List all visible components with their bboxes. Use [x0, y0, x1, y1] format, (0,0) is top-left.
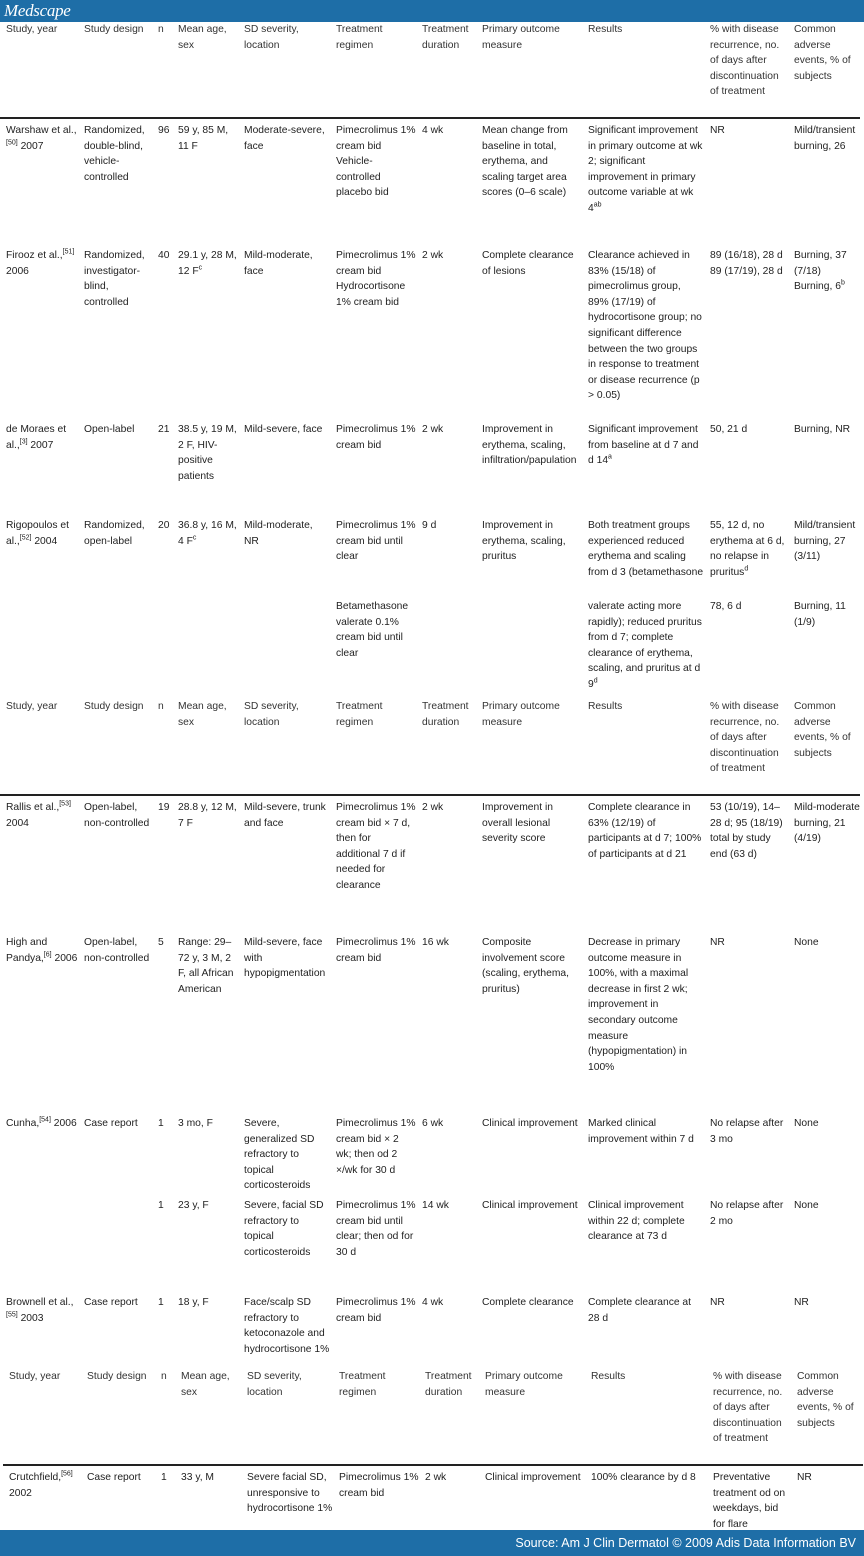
- adverse-events: NR: [794, 1297, 809, 1308]
- primary-outcome: Clinical improvement: [482, 1200, 578, 1211]
- study-name: de Moraes et al.,: [6, 424, 67, 451]
- severity-location: Mild-moderate, face: [244, 250, 313, 277]
- header-adverse: Common adverse events, % of subjects: [794, 24, 851, 82]
- header-adverse: Common adverse events, % of subjects: [794, 701, 851, 759]
- study-year: 2002: [9, 1487, 32, 1499]
- severity-location: Moderate-severe, face: [244, 125, 325, 152]
- sample-size: 20: [158, 520, 170, 531]
- footnote-mark: d: [744, 565, 749, 573]
- sample-size: 96: [158, 125, 170, 136]
- sample-size: 19: [158, 802, 170, 813]
- treatment-regimen: Betamethasone valerate 0.1% cream bid until clear: [336, 601, 409, 659]
- adverse-events: None: [794, 1118, 819, 1129]
- treatment-duration: 6 wk: [422, 1118, 444, 1129]
- table-segment-2: [0, 699, 864, 1365]
- header-n: n: [161, 1371, 167, 1382]
- header-study: Study, year: [9, 1371, 61, 1382]
- footnote-mark: c: [192, 534, 197, 542]
- reference-mark: [3]: [19, 438, 28, 446]
- primary-outcome: Improvement in overall lesional severity score: [482, 802, 553, 845]
- treatment-regimen: Pimecrolimus 1% cream bid until clear: [336, 520, 416, 563]
- table-row: [0, 795, 860, 935]
- footnote-mark: a: [608, 453, 612, 461]
- study-name: Cunha,: [6, 1118, 40, 1129]
- table-row: [0, 1295, 860, 1365]
- study-design: Open-label: [84, 424, 135, 435]
- header-n: n: [158, 24, 164, 35]
- study-year: 2006: [53, 1118, 77, 1129]
- table-header-row: [0, 22, 860, 118]
- table-row: [3, 1465, 863, 1532]
- primary-outcome: Composite involvement score (scaling, erythema, pruritus): [482, 937, 569, 995]
- results: Decrease in primary outcome measure in 100%, with a maximal decrease in first 2 wk; improvement in secondary outcome measure (hypopigmentation) in 100%: [588, 937, 689, 1073]
- header-results: Results: [588, 24, 623, 35]
- study-name: High and Pandya,: [6, 937, 48, 964]
- treatment-regimen: Pimecrolimus 1% cream bid: [339, 1472, 419, 1499]
- sample-size: 1: [158, 1297, 164, 1308]
- footnote-mark: c: [198, 264, 203, 272]
- study-year: 2004: [34, 535, 58, 547]
- study-name: Warshaw et al.,: [6, 125, 77, 136]
- treatment-regimen: Pimecrolimus 1% cream bid Vehicle-controlled placebo bid: [336, 125, 416, 199]
- header-duration: Treatment duration: [425, 1371, 472, 1398]
- table-row: [0, 518, 860, 599]
- severity-location: Face/scalp SD refractory to ketoconazole and hydrocortisone 1%: [244, 1297, 330, 1355]
- age-sex: 29.1 y, 28 M, 12 F: [178, 250, 237, 277]
- recurrence: 53 (10/19), 14–28 d; 95 (18/19) total by study end (63 d): [710, 802, 783, 860]
- header-recurrence: % with disease recurrence, no. of days after discontinuation of treatment: [713, 1371, 783, 1445]
- treatment-duration: 2 wk: [425, 1472, 447, 1483]
- primary-outcome: Complete clearance of lesions: [482, 250, 574, 277]
- severity-location: Mild-severe, face: [244, 424, 323, 435]
- recurrence: NR: [710, 1297, 725, 1308]
- age-sex: 28.8 y, 12 M, 7 F: [178, 802, 237, 829]
- study-year: 2007: [30, 439, 54, 451]
- reference-mark: [6]: [43, 951, 52, 959]
- results: Clinical improvement within 22 d; complete clearance at 73 d: [588, 1200, 685, 1243]
- primary-outcome: Mean change from baseline in total, erythema, and scaling target area scores (0–6 scale): [482, 125, 568, 199]
- table-row: [0, 422, 860, 518]
- adverse-events: Burning, 37 (7/18) Burning, 6: [794, 250, 847, 293]
- study-table-part-2: [0, 699, 860, 1365]
- study-design: Randomized, investigator-blind, controlled: [84, 250, 145, 308]
- sample-size: 5: [158, 937, 164, 948]
- reference-mark: [53]: [59, 800, 71, 808]
- sample-size: 21: [158, 424, 170, 435]
- recurrence: NR: [710, 937, 725, 948]
- header-n: n: [158, 701, 164, 712]
- bottom-banner: [0, 1530, 864, 1556]
- primary-outcome: Clinical improvement: [485, 1472, 581, 1483]
- treatment-duration: 4 wk: [422, 1297, 444, 1308]
- study-year: 2003: [20, 1312, 44, 1324]
- table-header-row: [3, 1369, 863, 1465]
- results: 100% clearance by d 8: [591, 1472, 696, 1483]
- top-banner: [0, 0, 864, 22]
- adverse-events: Burning, NR: [794, 424, 851, 435]
- header-age: Mean age, sex: [181, 1371, 230, 1398]
- study-table-part-1: [0, 22, 860, 697]
- recurrence: No relapse after 3 mo: [710, 1118, 784, 1145]
- severity-location: Severe facial SD, unresponsive to hydrocortisone 1%: [247, 1472, 333, 1515]
- recurrence: 78, 6 d: [710, 601, 742, 612]
- study-design: Randomized, open-label: [84, 520, 145, 547]
- age-sex: Range: 29–72 y, 3 M, 2 F, all African American: [178, 937, 234, 995]
- study-design: Open-label, non-controlled: [84, 802, 150, 829]
- medscape-logo: Medscape: [4, 1, 71, 20]
- severity-location: Severe, facial SD refractory to topical corticosteroids: [244, 1200, 324, 1258]
- age-sex: 33 y, M: [181, 1472, 214, 1483]
- study-design: Case report: [84, 1118, 138, 1129]
- study-name: Firooz et al.,: [6, 250, 63, 261]
- table-row: [0, 248, 860, 422]
- header-results: Results: [588, 701, 623, 712]
- table-segment-1: [0, 22, 864, 697]
- treatment-regimen: Pimecrolimus 1% cream bid: [336, 1297, 416, 1324]
- footnote-mark: b: [597, 201, 602, 209]
- table-row: [0, 118, 860, 248]
- primary-outcome: Improvement in erythema, scaling, infiltration/papulation: [482, 424, 577, 467]
- study-name: Rigopoulos et al.,: [6, 520, 69, 547]
- treatment-duration: 16 wk: [422, 937, 449, 948]
- adverse-events: Mild/transient burning, 26: [794, 125, 856, 152]
- header-outcome: Primary outcome measure: [485, 1371, 563, 1398]
- footnote-mark: a: [593, 201, 598, 209]
- header-design: Study design: [87, 1371, 147, 1382]
- treatment-regimen: Pimecrolimus 1% cream bid Hydrocortisone 1% cream bid: [336, 250, 416, 308]
- adverse-events: None: [794, 1200, 819, 1211]
- treatment-regimen: Pimecrolimus 1% cream bid × 2 wk; then od 2 ×/wk for 30 d: [336, 1118, 416, 1176]
- study-name: Brownell et al.,: [6, 1297, 74, 1308]
- adverse-events: NR: [797, 1472, 812, 1483]
- adverse-events: None: [794, 937, 819, 948]
- results: Both treatment groups experienced reduced erythema and scaling from d 3 (betamethasone: [588, 520, 704, 578]
- header-regimen: Treatment regimen: [336, 701, 383, 728]
- header-adverse: Common adverse events, % of subjects: [797, 1371, 854, 1429]
- primary-outcome: Improvement in erythema, scaling, pruritus: [482, 520, 566, 563]
- results: valerate acting more rapidly); reduced pruritus from d 7; complete clearance of erythema, scaling, and pruritus at d 9: [588, 601, 702, 690]
- treatment-duration: 2 wk: [422, 424, 444, 435]
- adverse-events: Mild/transient burning, 27 (3/11): [794, 520, 856, 563]
- reference-mark: [51]: [62, 248, 75, 256]
- sample-size: 1: [158, 1118, 164, 1129]
- reference-mark: [56]: [61, 1470, 73, 1478]
- adverse-events: Mild-moderate burning, 21 (4/19): [794, 802, 860, 845]
- treatment-duration: 4 wk: [422, 125, 444, 136]
- results: Complete clearance at 28 d: [588, 1297, 692, 1324]
- results: Significant improvement in primary outcome at wk 2; significant improvement in primary outcome variable at wk 4: [588, 125, 703, 214]
- severity-location: Mild-severe, face with hypopigmentation: [244, 937, 326, 980]
- reference-mark: [55]: [6, 1311, 18, 1319]
- header-outcome: Primary outcome measure: [482, 24, 560, 51]
- treatment-regimen: Pimecrolimus 1% cream bid × 7 d, then for additional 7 d if needed for clearance: [336, 802, 416, 891]
- study-design: Case report: [87, 1472, 141, 1483]
- header-outcome: Primary outcome measure: [482, 701, 560, 728]
- header-recurrence: % with disease recurrence, no. of days after discontinuation of treatment: [710, 701, 780, 775]
- treatment-duration: 9 d: [422, 520, 437, 531]
- study-year: 2007: [20, 140, 44, 152]
- table-segment-3: [3, 1369, 864, 1532]
- study-design: Randomized, double-blind, vehicle-controlled: [84, 125, 145, 183]
- header-study: Study, year: [6, 701, 58, 712]
- recurrence: NR: [710, 125, 725, 136]
- table-row: [0, 1116, 860, 1198]
- header-age: Mean age, sex: [178, 24, 227, 51]
- severity-location: Severe, generalized SD refractory to topical corticosteroids: [244, 1118, 315, 1192]
- age-sex: 23 y, F: [178, 1200, 209, 1211]
- study-year: 2006: [6, 265, 29, 277]
- age-sex: 38.5 y, 19 M, 2 F, HIV-positive patients: [178, 424, 237, 482]
- footnote-mark: b: [840, 279, 845, 287]
- reference-mark: [50]: [6, 139, 18, 147]
- recurrence: No relapse after 2 mo: [710, 1200, 784, 1227]
- header-regimen: Treatment regimen: [336, 24, 383, 51]
- footnote-mark: d: [593, 677, 598, 685]
- sample-size: 1: [161, 1472, 167, 1483]
- adverse-events: Burning, 11 (1/9): [794, 601, 846, 628]
- header-recurrence: % with disease recurrence, no. of days after discontinuation of treatment: [710, 24, 780, 98]
- severity-location: Mild-severe, trunk and face: [244, 802, 326, 829]
- sample-size: 1: [158, 1200, 164, 1211]
- treatment-regimen: Pimecrolimus 1% cream bid: [336, 424, 416, 451]
- results: Clearance achieved in 83% (15/18) of pimecrolimus group, 89% (17/19) of hydrocortisone group; no significant difference between the two groups in response to treatment or disease recurrence (p > 0.05): [588, 250, 702, 402]
- age-sex: 59 y, 85 M, 11 F: [178, 125, 229, 152]
- study-year: 2004: [6, 817, 29, 829]
- study-name: Crutchfield,: [9, 1472, 62, 1483]
- study-year: 2006: [54, 952, 78, 964]
- recurrence: 89 (16/18), 28 d 89 (17/19), 28 d: [710, 250, 783, 277]
- header-severity: SD severity, location: [244, 701, 299, 728]
- reference-mark: [54]: [39, 1116, 51, 1124]
- treatment-duration: 2 wk: [422, 802, 444, 813]
- table-header-row: [0, 699, 860, 795]
- header-duration: Treatment duration: [422, 701, 469, 728]
- treatment-duration: 2 wk: [422, 250, 444, 261]
- study-name: Rallis et al.,: [6, 802, 60, 813]
- study-design: Open-label, non-controlled: [84, 937, 150, 964]
- primary-outcome: Complete clearance: [482, 1297, 574, 1308]
- header-age: Mean age, sex: [178, 701, 227, 728]
- study-design: Case report: [84, 1297, 138, 1308]
- header-results: Results: [591, 1371, 626, 1382]
- results: Marked clinical improvement within 7 d: [588, 1118, 694, 1145]
- header-duration: Treatment duration: [422, 24, 469, 51]
- header-study: Study, year: [6, 24, 58, 35]
- severity-location: Mild-moderate, NR: [244, 520, 313, 547]
- source-credit: Source: Am J Clin Dermatol © 2009 Adis Data Information BV: [515, 1536, 856, 1550]
- header-design: Study design: [84, 24, 144, 35]
- header-severity: SD severity, location: [247, 1371, 302, 1398]
- study-table-part-3: [3, 1369, 863, 1532]
- treatment-regimen: Pimecrolimus 1% cream bid: [336, 937, 416, 964]
- reference-mark: [52]: [19, 534, 32, 542]
- header-severity: SD severity, location: [244, 24, 299, 51]
- results: Complete clearance in 63% (12/19) of participants at d 7; 100% of participants at d 21: [588, 802, 702, 860]
- results: Significant improvement from baseline at d 7 and d 14: [588, 424, 699, 467]
- table-row: [0, 1198, 860, 1295]
- treatment-duration: 14 wk: [422, 1200, 449, 1211]
- header-regimen: Treatment regimen: [339, 1371, 386, 1398]
- age-sex: 18 y, F: [178, 1297, 209, 1308]
- table-row: [0, 599, 860, 697]
- primary-outcome: Clinical improvement: [482, 1118, 578, 1129]
- age-sex: 3 mo, F: [178, 1118, 213, 1129]
- header-design: Study design: [84, 701, 144, 712]
- recurrence: 55, 12 d, no erythema at 6 d, no relapse in pruritus: [710, 520, 785, 578]
- age-sex: 36.8 y, 16 M, 4 F: [178, 520, 237, 547]
- recurrence: 50, 21 d: [710, 424, 748, 435]
- treatment-regimen: Pimecrolimus 1% cream bid until clear; then od for 30 d: [336, 1200, 416, 1258]
- table-row: [0, 935, 860, 1116]
- recurrence: Preventative treatment od on weekdays, bid for flare: [713, 1472, 786, 1530]
- sample-size: 40: [158, 250, 170, 261]
